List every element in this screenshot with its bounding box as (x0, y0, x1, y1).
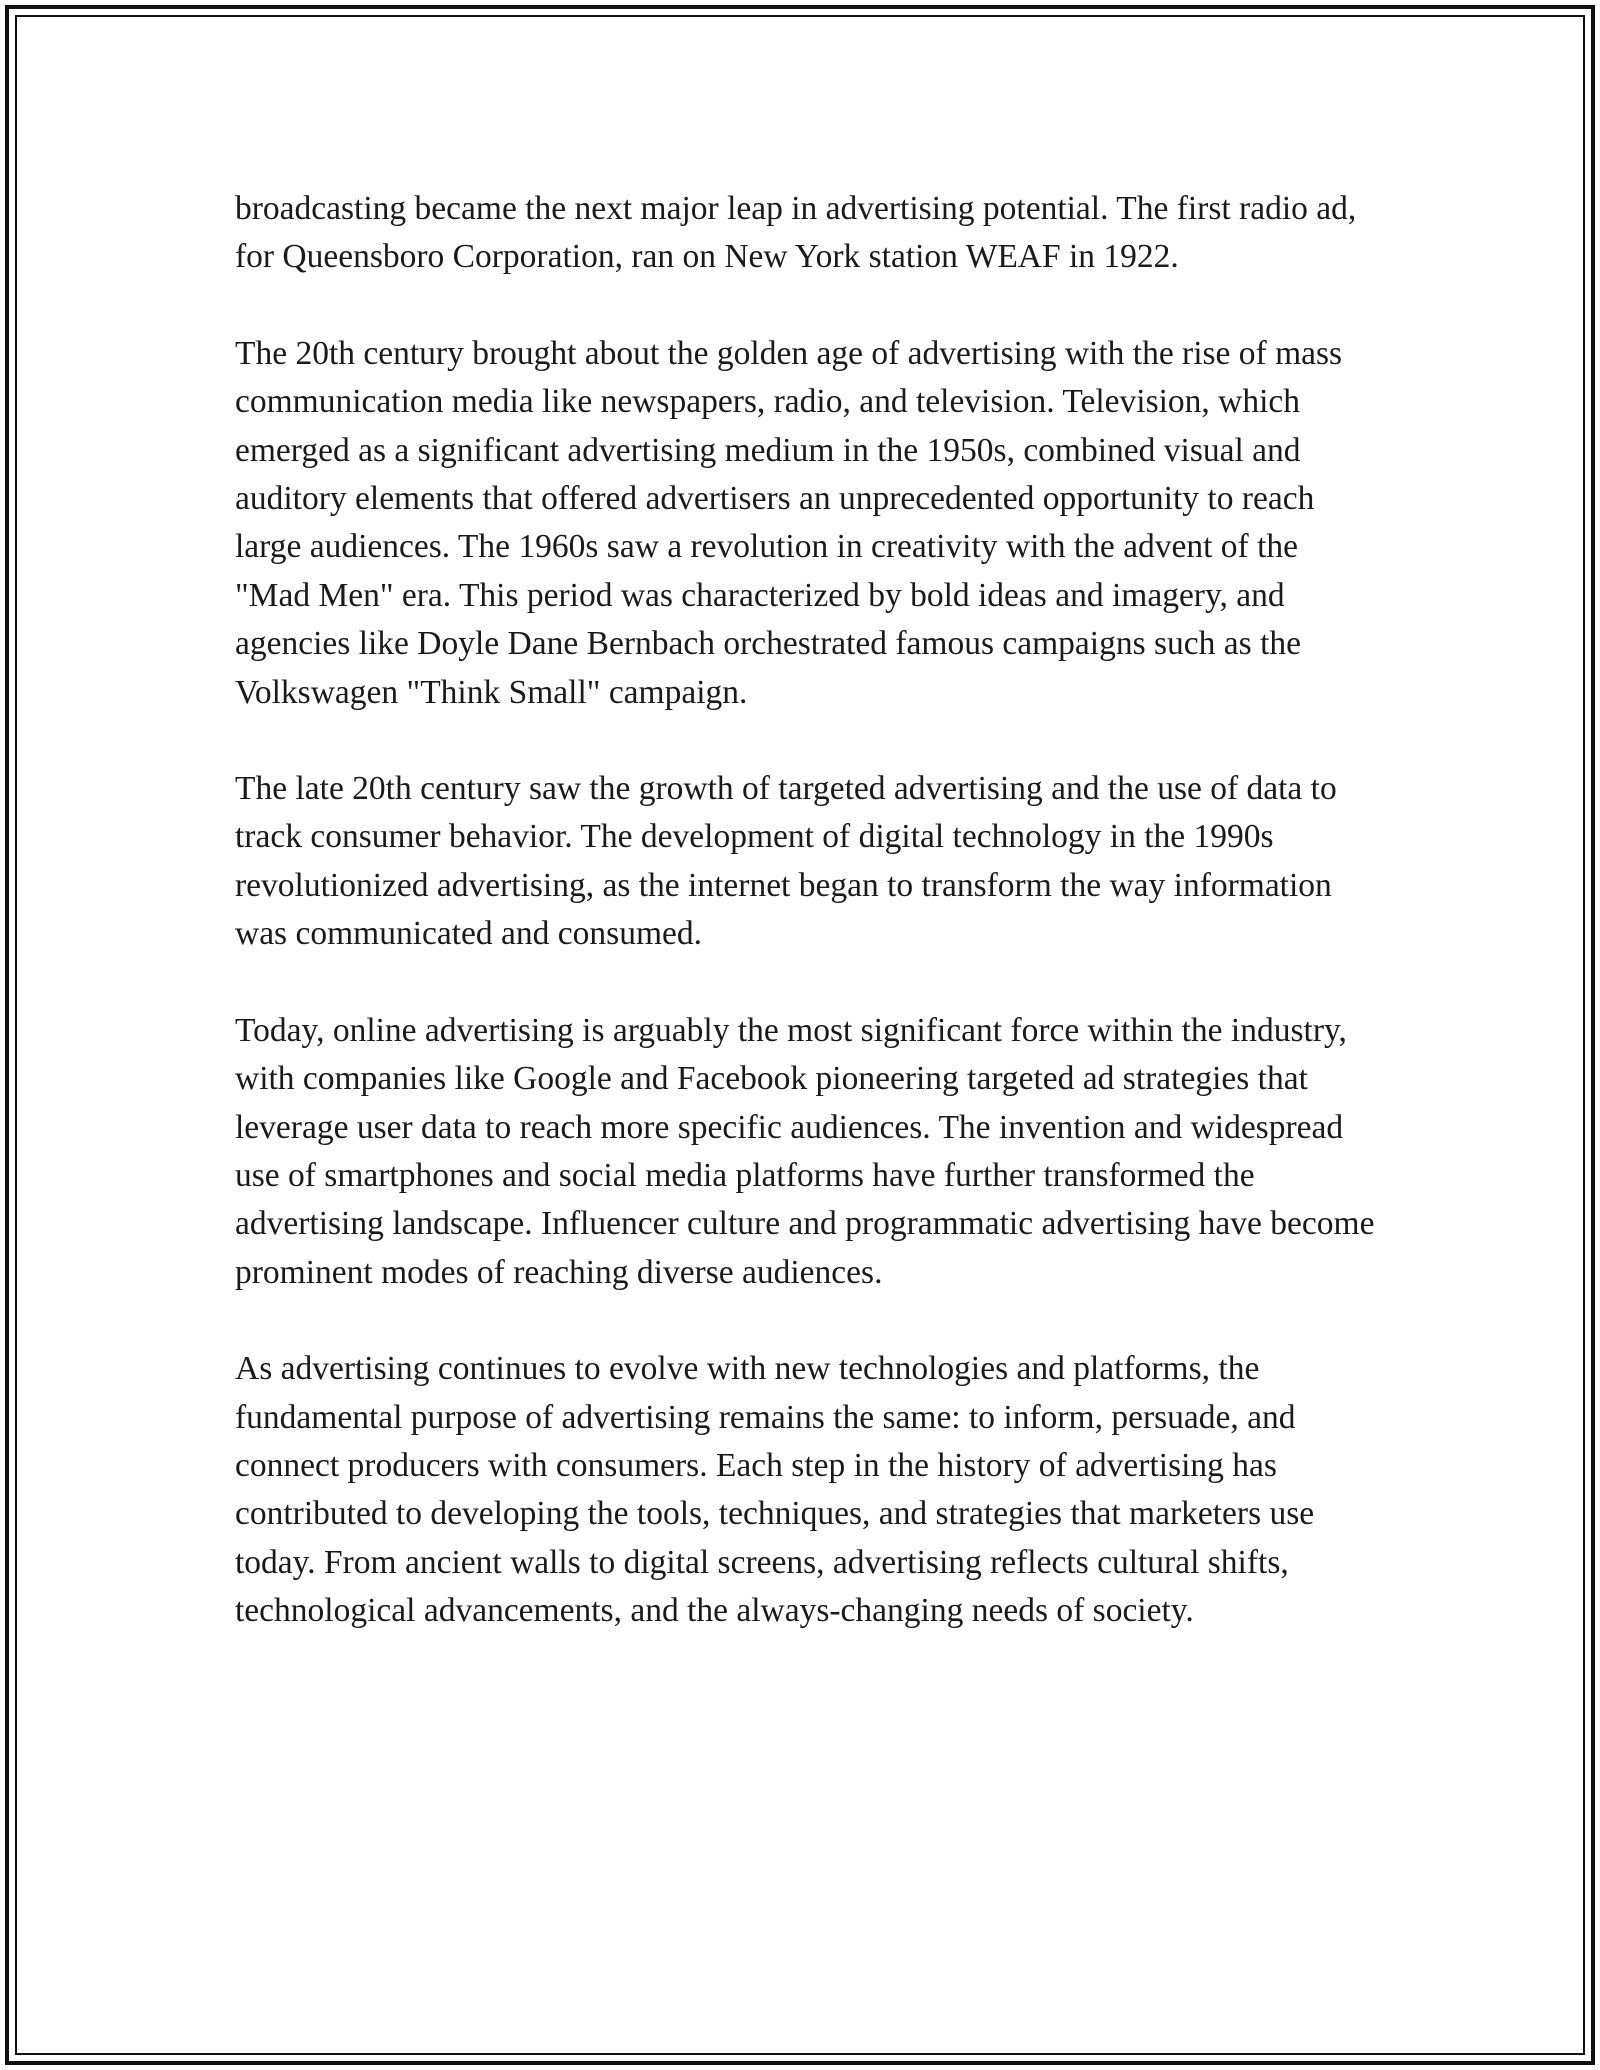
document-body (235, 185, 1375, 1684)
paragraph-online-advertising: Today, online advertising is arguably the most significant force within the industry, with companies like Google and Facebook pioneering targeted ad strategies that leverage user data to reach more specific audiences. The invention and widespread use of smartphones and social media platforms have further transformed the advertising landscape. Influencer culture and programmatic advertising have become prominent modes of reaching diverse audiences. (235, 1011, 1375, 1291)
paragraph-conclusion: As advertising continues to evolve with new technologies and platforms, the fundamental purpose of advertising remains the same: to inform, persuade, and connect producers with consumers. Each step in the history of advertising has contributed to developing the tools, techniques, and strategies that marketers use today. From ancient walls to digital screens, advertising reflects cultural shifts, technological advancements, and the always-changing needs of society. (235, 1350, 1315, 1630)
paragraph-golden-age: The 20th century brought about the golden age of advertising with the rise of mass communication media like newspapers, radio, and television. Television, which emerged as a significant advertising medium in the 1950s, combined visual and auditory elements that offered advertisers an unprecedented opportunity to reach large audiences. The 1960s saw a revolution in creativity with the advent of the "Mad Men" era. This period was characterized by bold ideas and imagery, and agencies like Doyle Dane Bernbach orchestrated famous campaigns such as the Volkswagen "Think Small" campaign. (235, 334, 1343, 711)
paragraph-targeted-advertising: The late 20th century saw the growth of targeted advertising and the use of data to track consumer behavior. The development of digital technology in the 1990s revolutionized advertising, as the internet began to transform the way information was communicated and consumed. (235, 770, 1337, 953)
paragraph-radio-broadcasting: broadcasting became the next major leap in advertising potential. The first radio ad, for Queensboro Corporation, ran on New York station WEAF in 1922. (235, 190, 1357, 276)
